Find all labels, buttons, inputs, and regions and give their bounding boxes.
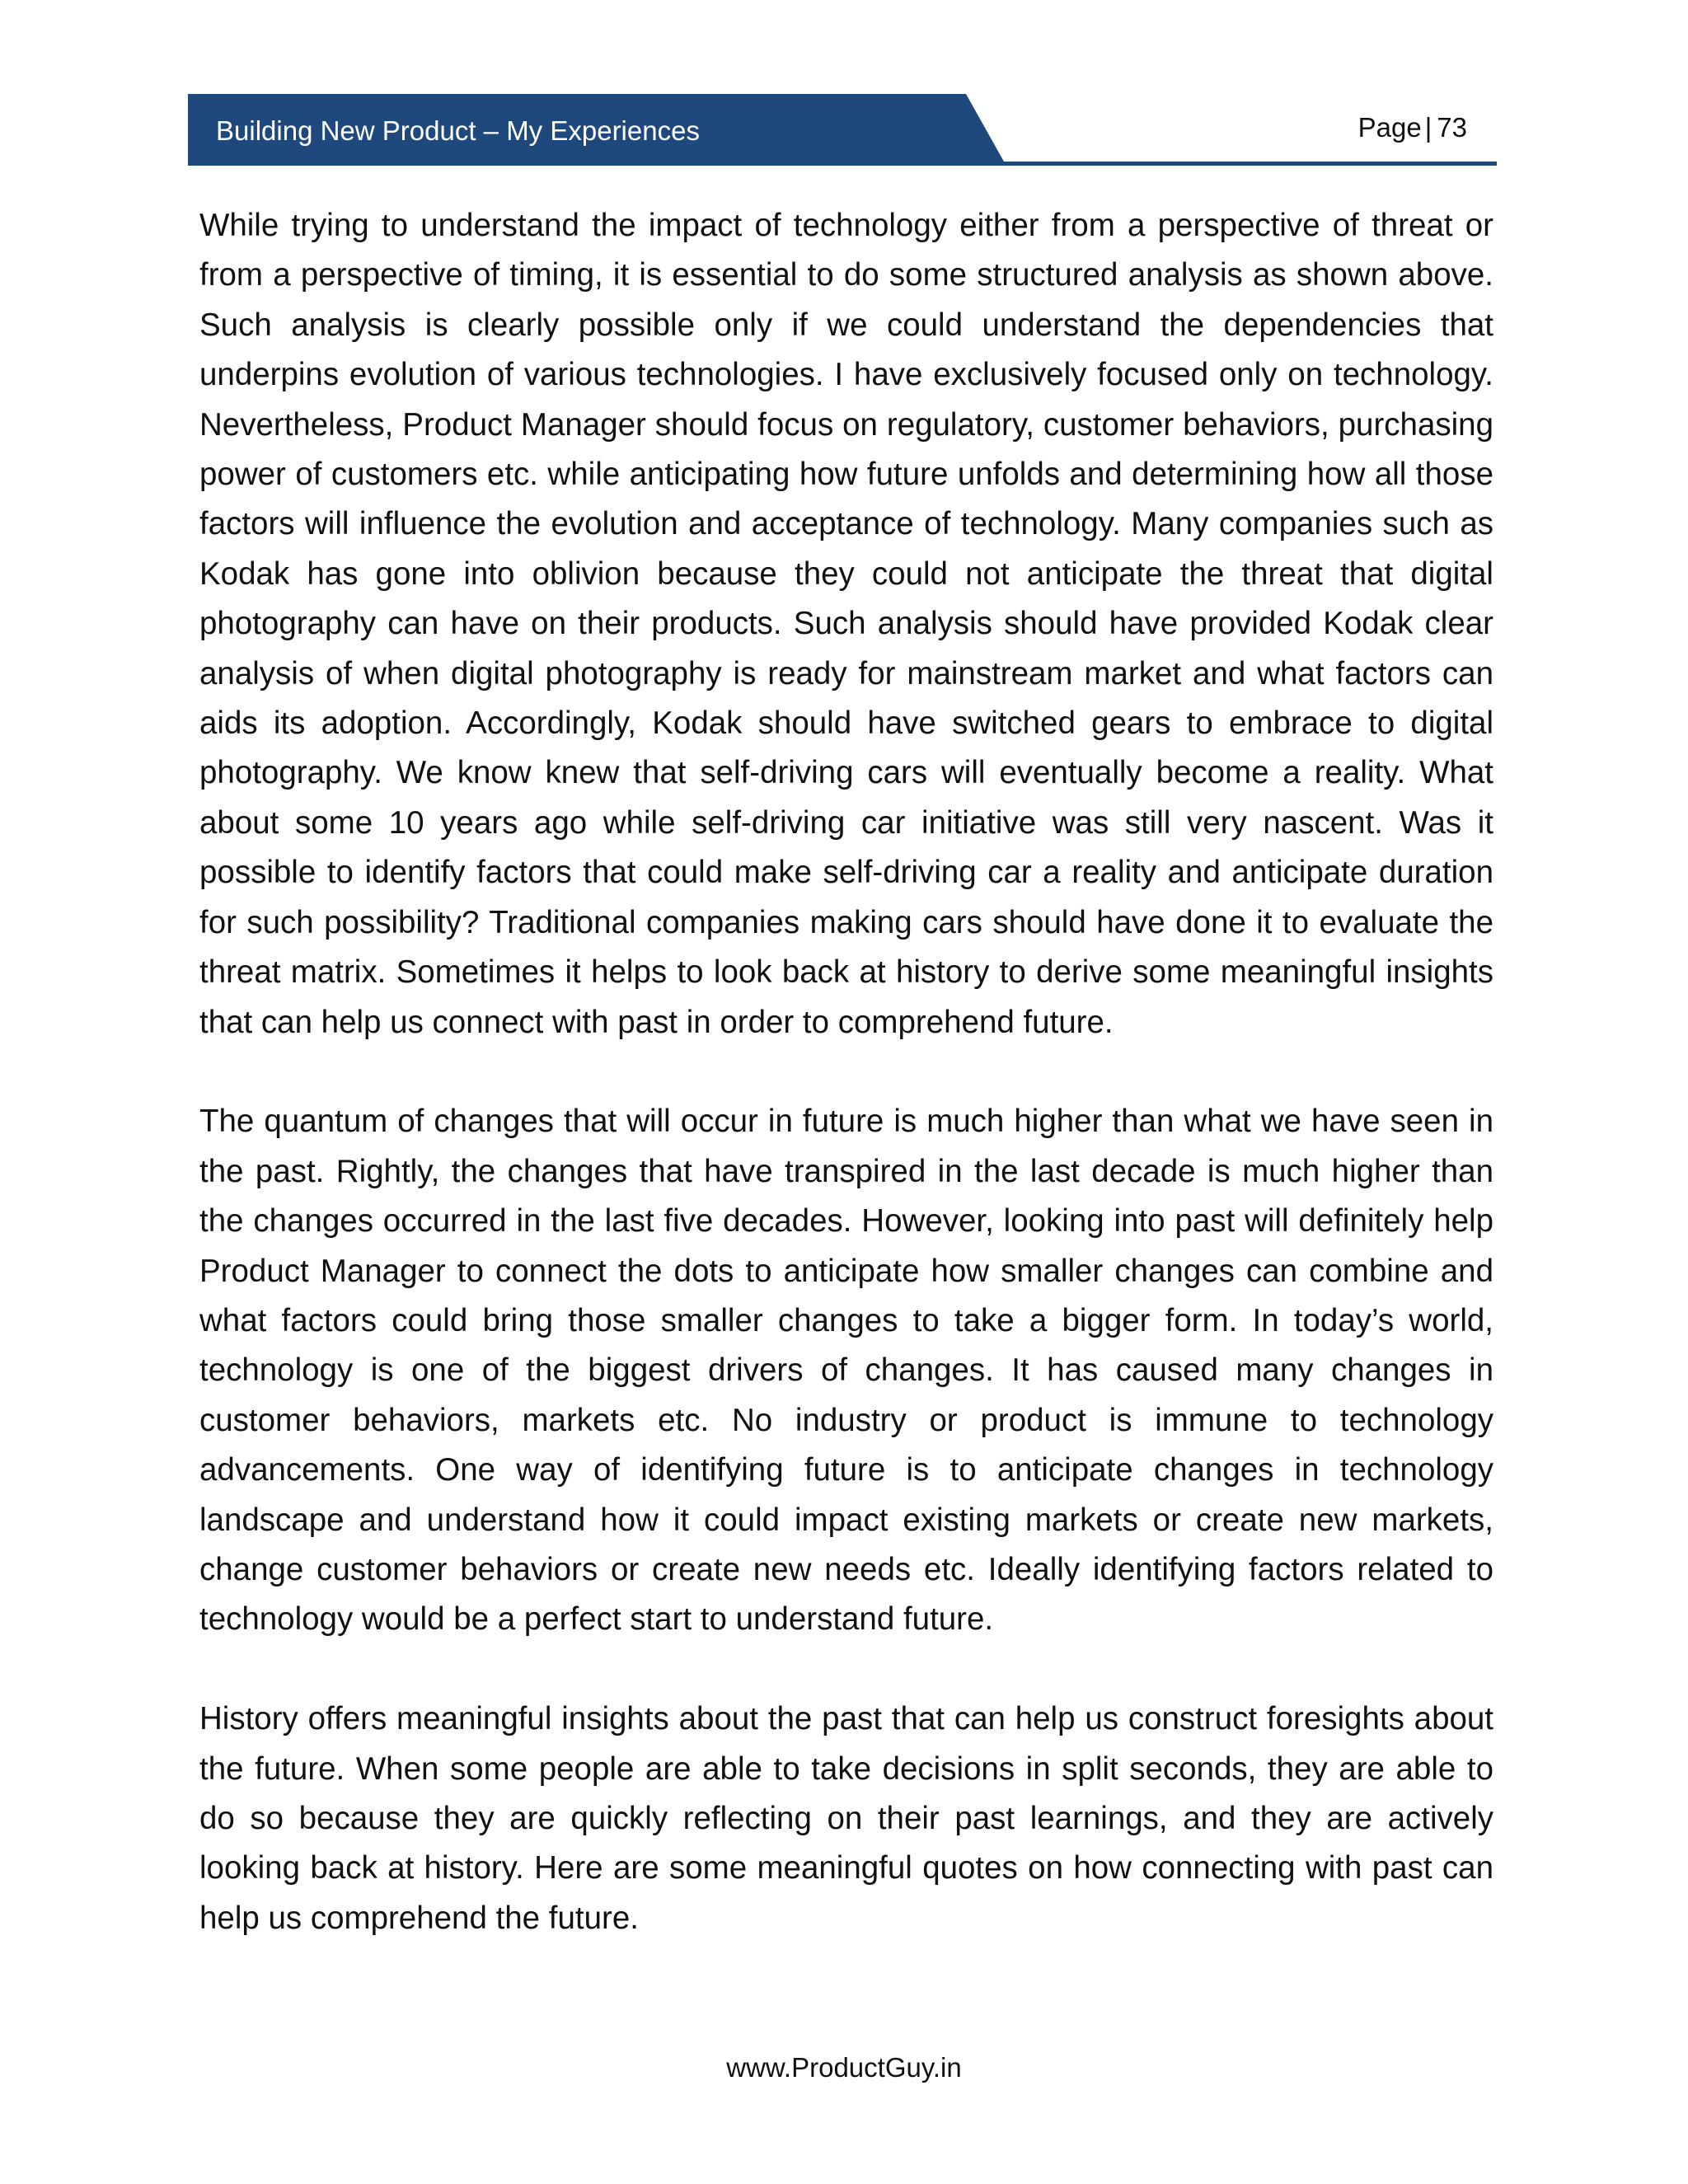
paragraph-3: History offers meaningful insights about the past that can help us construct foresights about the future. When some people are able to take decisions in split seconds, they are able to do so because they are quickly reflecting on their past learnings, and they are actively looking back at history. Here are some meaningful quotes on how connecting with past can help us comprehend the future. (199, 1701, 1493, 1936)
page-separator: | (1424, 112, 1432, 143)
header-title: Building New Product – My Experiences (216, 115, 700, 146)
header-rule (188, 162, 1497, 166)
page-header (188, 94, 1497, 166)
page-number: 73 (1437, 112, 1467, 143)
paragraph-1: While trying to understand the impact of technology either from a perspective of threat or from a perspective of timing, it is essential to do some structured analysis as shown above. Such analysis is clearly possible only if we could understand the dependencies that underpins evolution of various technologies. I have exclusively focused only on technology. Nevertheless, Product Manager should focus on regulatory, customer behaviors, purchasing power of customers etc. while anticipating how future unfolds and determining how all those factors will influence the evolution and acceptance of technology. Many companies such as Kodak has gone into oblivion because they could not anticipate the threat that digital photography can have on their products. Such analysis should have provided Kodak clear analysis of when digital photography is ready for mainstream market and what factors can aids its adoption. Accordingly, Kodak should have switched gears to embrace to digital photography. We know knew that self-driving cars will eventually become a reality. What about some 10 years ago while self-driving car initiative was still very nascent. Was it possible to identify factors that could make self-driving car a reality and anticipate duration for such possibility? Traditional companies making cars should have done it to evaluate the threat matrix. Sometimes it helps to look back at history to derive some meaningful insights that can help us connect with past in order to comprehend future. (199, 208, 1493, 1040)
paragraph-2: The quantum of changes that will occur in future is much higher than what we have seen in the past. Rightly, the changes that have transpired in the last decade is much higher than the changes occurred in the last five decades. However, looking into past will definitely help Product Manager to connect the dots to anticipate how smaller changes can combine and what factors could bring those smaller changes to take a bigger form. In today’s world, technology is one of the biggest drivers of changes. It has caused many changes in customer behaviors, markets etc. No industry or product is immune to technology advancements. One way of identifying future is to anticipate changes in technology landscape and understand how it could impact existing markets or create new markets, change customer behaviors or create new needs etc. Ideally identifying factors related to technology would be a perfect start to understand future. (199, 1104, 1493, 1638)
body-text (199, 201, 1493, 1994)
page-number-label (1358, 112, 1467, 143)
footer-url: www.ProductGuy.in (726, 2052, 962, 2083)
page-label: Page (1357, 112, 1422, 143)
